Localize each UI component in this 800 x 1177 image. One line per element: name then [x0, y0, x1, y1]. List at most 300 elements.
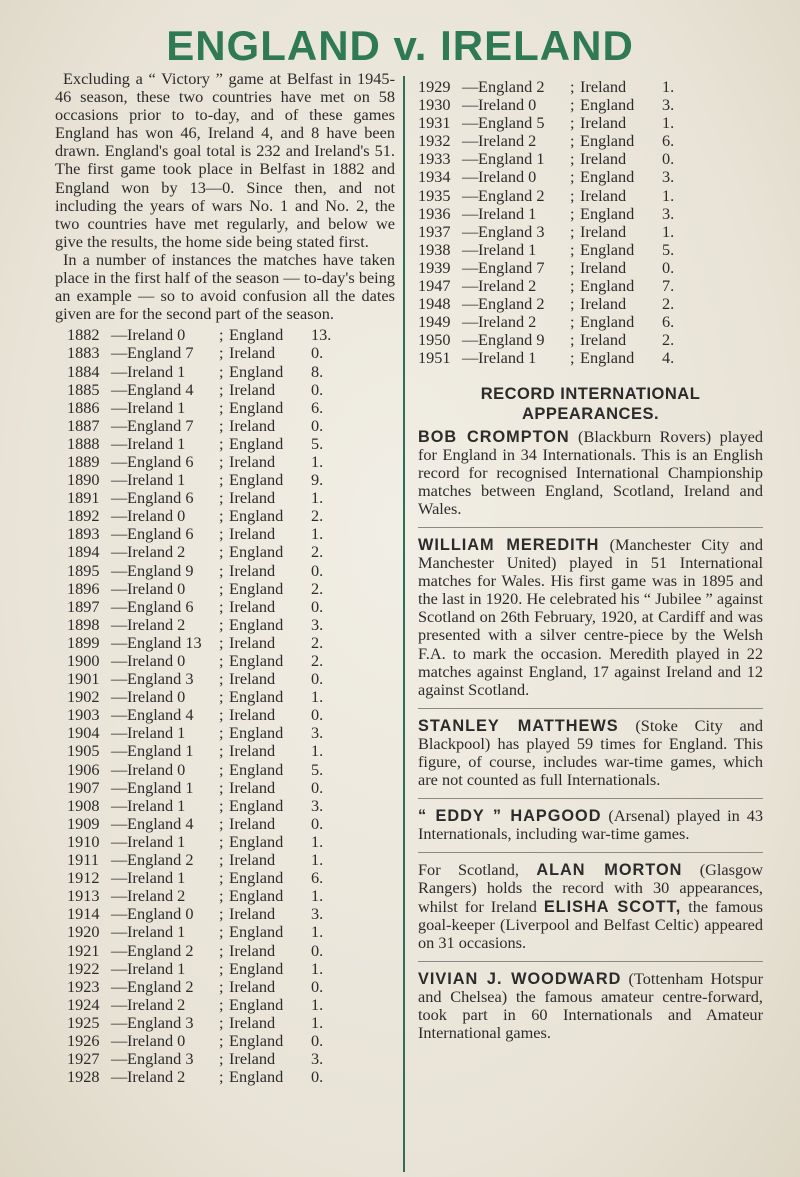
result-separator: ; [219, 578, 224, 598]
result-score: 6. [662, 312, 675, 332]
result-away: England [229, 542, 284, 562]
result-away: Ireland [229, 850, 276, 870]
result-home: Ireland 1 [127, 723, 186, 743]
result-score: 8. [311, 361, 324, 381]
result-row [418, 132, 763, 150]
result-away: Ireland [229, 940, 276, 960]
entry-separator [418, 527, 763, 528]
result-dash: — [111, 868, 128, 888]
morton-mid: (Glasgow Rangers) holds the record with 30 appearances, whilst for Ireland [418, 860, 763, 916]
result-dash: — [462, 77, 479, 96]
result-away: England [229, 958, 284, 978]
result-home: England 6 [127, 451, 194, 471]
record-heading [418, 384, 763, 424]
result-away: Ireland [229, 813, 276, 833]
result-away: Ireland [580, 257, 627, 277]
result-row [67, 779, 395, 797]
result-away: Ireland [229, 1012, 276, 1032]
entry-separator [418, 708, 763, 709]
result-separator: ; [570, 149, 575, 169]
result-year: 1931 [418, 113, 451, 133]
result-separator: ; [219, 433, 224, 453]
result-home: Ireland 2 [127, 1067, 186, 1087]
result-dash: — [111, 343, 128, 363]
result-year: 1898 [67, 614, 100, 634]
result-score: 7. [662, 276, 675, 296]
result-home: England 6 [127, 488, 194, 508]
result-dash: — [462, 185, 479, 205]
result-separator: ; [219, 831, 224, 851]
record-entry [418, 807, 763, 843]
result-home: England 4 [127, 379, 194, 399]
result-separator: ; [219, 361, 224, 381]
result-separator: ; [219, 741, 224, 761]
result-home: England 3 [127, 669, 194, 689]
result-row [67, 525, 395, 543]
result-row [67, 453, 395, 471]
result-row [418, 187, 763, 205]
result-row [67, 869, 395, 887]
result-away: Ireland [229, 904, 276, 924]
result-row [67, 435, 395, 453]
result-away: England [229, 651, 284, 670]
result-year: 1928 [67, 1067, 100, 1087]
result-row [67, 489, 395, 507]
result-home: England 6 [127, 524, 194, 544]
result-score: 3. [311, 1049, 324, 1069]
result-home: England 3 [478, 221, 545, 241]
result-dash: — [111, 795, 128, 815]
result-separator: ; [570, 312, 575, 332]
result-year: 1885 [67, 379, 100, 399]
result-score: 4. [662, 348, 675, 368]
result-dash: — [111, 451, 128, 471]
result-year: 1936 [418, 203, 451, 223]
result-home: Ireland 2 [478, 276, 537, 296]
result-score: 3. [311, 795, 324, 815]
result-away: Ireland [229, 524, 276, 544]
result-year: 1890 [67, 470, 100, 490]
result-row [67, 978, 395, 996]
result-away: England [580, 239, 635, 259]
result-home: Ireland 0 [127, 578, 186, 598]
result-score: 5. [662, 239, 675, 259]
result-separator: ; [219, 940, 224, 960]
result-year: 1884 [67, 361, 100, 381]
record-entry [418, 970, 763, 1042]
result-score: 6. [311, 397, 324, 417]
result-dash: — [462, 330, 479, 350]
record-entry [418, 536, 763, 699]
result-score: 6. [311, 868, 324, 888]
result-away: England [229, 397, 284, 417]
result-away: Ireland [580, 221, 627, 241]
result-score: 6. [662, 131, 675, 151]
result-row [418, 223, 763, 241]
result-separator: ; [219, 596, 224, 616]
result-home: Ireland 2 [127, 614, 186, 634]
record-heading-line: APPEARANCES. [521, 404, 660, 423]
result-dash: — [111, 741, 128, 761]
result-dash: — [111, 1067, 128, 1087]
record-entry [418, 428, 763, 518]
morton-post: the famous goal-keeper (Liverpool and Belfast Celtic) appeared on 31 occasions. [418, 896, 763, 952]
result-row [418, 168, 763, 186]
result-away: Ireland [229, 488, 276, 508]
result-row [67, 996, 395, 1014]
intro-text [55, 70, 395, 323]
result-score: 1. [662, 185, 675, 205]
result-separator: ; [219, 669, 224, 689]
result-row [67, 562, 395, 580]
result-separator: ; [219, 958, 224, 978]
result-year: 1910 [67, 831, 100, 851]
result-score: 0. [311, 705, 324, 725]
result-away: England [229, 886, 284, 906]
result-away: England [229, 361, 284, 381]
result-year: 1930 [418, 95, 451, 115]
result-row [67, 670, 395, 688]
result-separator: ; [219, 1049, 224, 1069]
result-score: 0. [311, 1067, 324, 1087]
result-year: 1886 [67, 397, 100, 417]
result-home: Ireland 0 [127, 506, 186, 526]
result-dash: — [111, 904, 128, 924]
result-dash: — [111, 361, 128, 381]
result-away: England [580, 276, 635, 296]
result-separator: ; [219, 415, 224, 435]
result-score: 0. [311, 777, 324, 797]
result-row [67, 742, 395, 760]
result-home: Ireland 2 [127, 542, 186, 562]
result-home: England 4 [127, 813, 194, 833]
result-row [418, 349, 763, 367]
result-row [67, 761, 395, 779]
player-name: STANLEY MATTHEWS [418, 716, 619, 735]
result-home: Ireland 0 [127, 651, 186, 670]
result-year: 1896 [67, 578, 100, 598]
result-year: 1908 [67, 795, 100, 815]
result-year: 1912 [67, 868, 100, 888]
result-year: 1906 [67, 759, 100, 779]
result-score: 1. [311, 488, 324, 508]
result-separator: ; [219, 470, 224, 490]
result-row [67, 797, 395, 815]
result-dash: — [111, 651, 128, 670]
result-dash: — [111, 433, 128, 453]
result-home: Ireland 1 [127, 470, 186, 490]
result-dash: — [111, 669, 128, 689]
result-away: England [229, 578, 284, 598]
result-separator: ; [219, 723, 224, 743]
result-score: 3. [311, 614, 324, 634]
result-score: 1. [311, 1012, 324, 1032]
result-separator: ; [219, 904, 224, 924]
result-away: England [229, 687, 284, 707]
result-separator: ; [570, 221, 575, 241]
result-home: England 9 [478, 330, 545, 350]
result-score: 2. [311, 506, 324, 526]
result-home: England 7 [127, 415, 194, 435]
result-separator: ; [570, 203, 575, 223]
result-score: 0. [311, 343, 324, 363]
result-away: England [229, 868, 284, 888]
result-year: 1950 [418, 330, 451, 350]
result-year: 1921 [67, 940, 100, 960]
result-separator: ; [570, 330, 575, 350]
result-score: 2. [311, 651, 324, 670]
result-score: 9. [311, 470, 324, 490]
result-away: England [580, 95, 635, 115]
result-home: England 2 [127, 940, 194, 960]
result-dash: — [111, 470, 128, 490]
result-row [418, 295, 763, 313]
result-away: Ireland [580, 149, 627, 169]
result-score: 5. [311, 759, 324, 779]
result-separator: ; [219, 524, 224, 544]
result-separator: ; [570, 95, 575, 115]
result-home: Ireland 1 [127, 922, 186, 942]
result-separator: ; [219, 560, 224, 580]
result-dash: — [111, 578, 128, 598]
result-score: 1. [311, 741, 324, 761]
result-score: 1. [662, 77, 675, 96]
result-separator: ; [219, 976, 224, 996]
result-row [67, 580, 395, 598]
result-home: Ireland 1 [127, 397, 186, 417]
result-score: 3. [662, 203, 675, 223]
result-year: 1920 [67, 922, 100, 942]
result-separator: ; [570, 276, 575, 296]
result-away: Ireland [229, 669, 276, 689]
result-year: 1929 [418, 77, 451, 96]
result-row [67, 905, 395, 923]
result-home: England 6 [127, 596, 194, 616]
result-score: 0. [311, 379, 324, 399]
result-dash: — [462, 294, 479, 314]
result-home: England 2 [478, 77, 545, 96]
result-row [67, 833, 395, 851]
result-year: 1903 [67, 705, 100, 725]
result-score: 1. [311, 886, 324, 906]
result-score: 13. [311, 325, 332, 345]
result-score: 1. [662, 221, 675, 241]
result-score: 2. [311, 632, 324, 652]
result-away: Ireland [580, 185, 627, 205]
result-dash: — [111, 850, 128, 870]
result-year: 1891 [67, 488, 100, 508]
result-separator: ; [219, 1030, 224, 1050]
result-separator: ; [219, 379, 224, 399]
result-home: Ireland 2 [478, 131, 537, 151]
result-year: 1911 [67, 850, 99, 870]
result-year: 1947 [418, 276, 451, 296]
result-row [418, 150, 763, 168]
result-home: Ireland 1 [127, 958, 186, 978]
result-separator: ; [219, 397, 224, 417]
result-separator: ; [219, 488, 224, 508]
result-away: Ireland [229, 560, 276, 580]
result-row [67, 724, 395, 742]
result-year: 1935 [418, 185, 451, 205]
result-away: England [229, 922, 284, 942]
result-home: Ireland 1 [478, 203, 537, 223]
result-home: England 3 [127, 1049, 194, 1069]
result-away: Ireland [229, 741, 276, 761]
result-separator: ; [219, 813, 224, 833]
result-home: England 0 [127, 904, 194, 924]
result-separator: ; [219, 506, 224, 526]
result-dash: — [111, 506, 128, 526]
result-score: 1. [662, 113, 675, 133]
result-year: 1932 [418, 131, 451, 151]
result-away: Ireland [229, 705, 276, 725]
result-dash: — [462, 95, 479, 115]
result-dash: — [111, 1049, 128, 1069]
result-dash: — [111, 542, 128, 562]
result-year: 1934 [418, 167, 451, 187]
result-separator: ; [219, 795, 224, 815]
result-year: 1933 [418, 149, 451, 169]
result-score: 0. [311, 415, 324, 435]
result-row [418, 313, 763, 331]
result-year: 1914 [67, 904, 100, 924]
result-separator: ; [570, 113, 575, 133]
result-away: England [229, 470, 284, 490]
record-entries [418, 428, 763, 1043]
result-dash: — [111, 325, 128, 345]
result-separator: ; [219, 705, 224, 725]
result-score: 0. [311, 1030, 324, 1050]
result-home: England 2 [127, 976, 194, 996]
result-year: 1948 [418, 294, 451, 314]
player-name: WILLIAM MEREDITH [418, 535, 600, 554]
result-away: England [580, 131, 635, 151]
result-dash: — [111, 777, 128, 797]
record-heading-line: RECORD INTERNATIONAL [480, 384, 701, 403]
result-dash: — [111, 397, 128, 417]
result-home: England 4 [127, 705, 194, 725]
result-separator: ; [570, 294, 575, 314]
result-row [67, 507, 395, 525]
result-home: Ireland 1 [127, 868, 186, 888]
result-row [67, 887, 395, 905]
result-dash: — [462, 131, 479, 151]
result-away: England [229, 506, 284, 526]
result-score: 1. [311, 994, 324, 1014]
result-away: England [229, 759, 284, 779]
record-entry [418, 861, 763, 951]
result-home: England 5 [478, 113, 545, 133]
result-away: Ireland [580, 330, 627, 350]
result-dash: — [111, 379, 128, 399]
result-row [67, 543, 395, 561]
result-row [418, 259, 763, 277]
result-row [67, 688, 395, 706]
result-home: Ireland 2 [478, 312, 537, 332]
result-separator: ; [219, 850, 224, 870]
result-year: 1923 [67, 976, 100, 996]
result-score: 0. [662, 257, 675, 277]
result-year: 1924 [67, 994, 100, 1014]
result-year: 1888 [67, 433, 100, 453]
result-row [67, 1050, 395, 1068]
result-score: 3. [311, 904, 324, 924]
result-row [67, 381, 395, 399]
results-list-left [55, 326, 395, 1086]
result-row [418, 205, 763, 223]
result-score: 3. [662, 167, 675, 187]
result-home: England 1 [478, 149, 545, 169]
result-separator: ; [570, 348, 575, 368]
intro-paragraph: Excluding a “ Victory ” game at Belfast in 1945-46 season, these two countries have met on 58 occasions prior to to-day, and of these games England has won 46, Ireland 4, and 8 have been drawn. England's goal total is 232 and Ireland's 51. The first game took place in Belfast in 1882 and England won by 13—0. Since then, and not including the years of wars No. 1 and No. 2, the two countries have met regularly, and below we give the results, the home side being stated first. [55, 69, 395, 251]
result-separator: ; [219, 777, 224, 797]
result-away: Ireland [229, 596, 276, 616]
result-home: England 9 [127, 560, 194, 580]
result-dash: — [111, 976, 128, 996]
result-dash: — [111, 940, 128, 960]
player-name: VIVIAN J. WOODWARD [418, 969, 622, 988]
result-row [67, 344, 395, 362]
result-away: England [229, 795, 284, 815]
column-divider [403, 76, 405, 1172]
result-year: 1901 [67, 669, 100, 689]
right-column [418, 78, 763, 1042]
result-score: 3. [662, 95, 675, 115]
result-home: Ireland 1 [127, 361, 186, 381]
result-dash: — [111, 524, 128, 544]
result-row [67, 1032, 395, 1050]
result-dash: — [462, 257, 479, 277]
result-dash: — [111, 488, 128, 508]
left-column [55, 70, 395, 1086]
result-away: Ireland [229, 451, 276, 471]
result-separator: ; [219, 922, 224, 942]
player-name: ALAN MORTON [536, 861, 683, 880]
result-year: 1926 [67, 1030, 100, 1050]
result-year: 1909 [67, 813, 100, 833]
result-row [418, 241, 763, 259]
result-dash: — [111, 759, 128, 779]
result-dash: — [111, 687, 128, 707]
result-row [67, 960, 395, 978]
entry-separator [418, 798, 763, 799]
result-row [67, 851, 395, 869]
result-dash: — [111, 1030, 128, 1050]
result-away: England [229, 614, 284, 634]
result-row [67, 815, 395, 833]
result-separator: ; [570, 167, 575, 187]
result-dash: — [462, 239, 479, 259]
result-dash: — [111, 831, 128, 851]
result-separator: ; [219, 687, 224, 707]
result-home: Ireland 0 [478, 95, 537, 115]
result-home: Ireland 1 [478, 348, 537, 368]
result-row [67, 417, 395, 435]
result-home: Ireland 2 [127, 994, 186, 1014]
result-score: 1. [311, 922, 324, 942]
result-dash: — [111, 632, 128, 652]
result-home: Ireland 0 [127, 325, 186, 345]
result-dash: — [111, 922, 128, 942]
result-dash: — [462, 276, 479, 296]
result-year: 1900 [67, 651, 100, 670]
result-year: 1894 [67, 542, 100, 562]
result-away: Ireland [229, 343, 276, 363]
result-away: England [229, 325, 284, 345]
result-row [67, 923, 395, 941]
result-year: 1922 [67, 958, 100, 978]
